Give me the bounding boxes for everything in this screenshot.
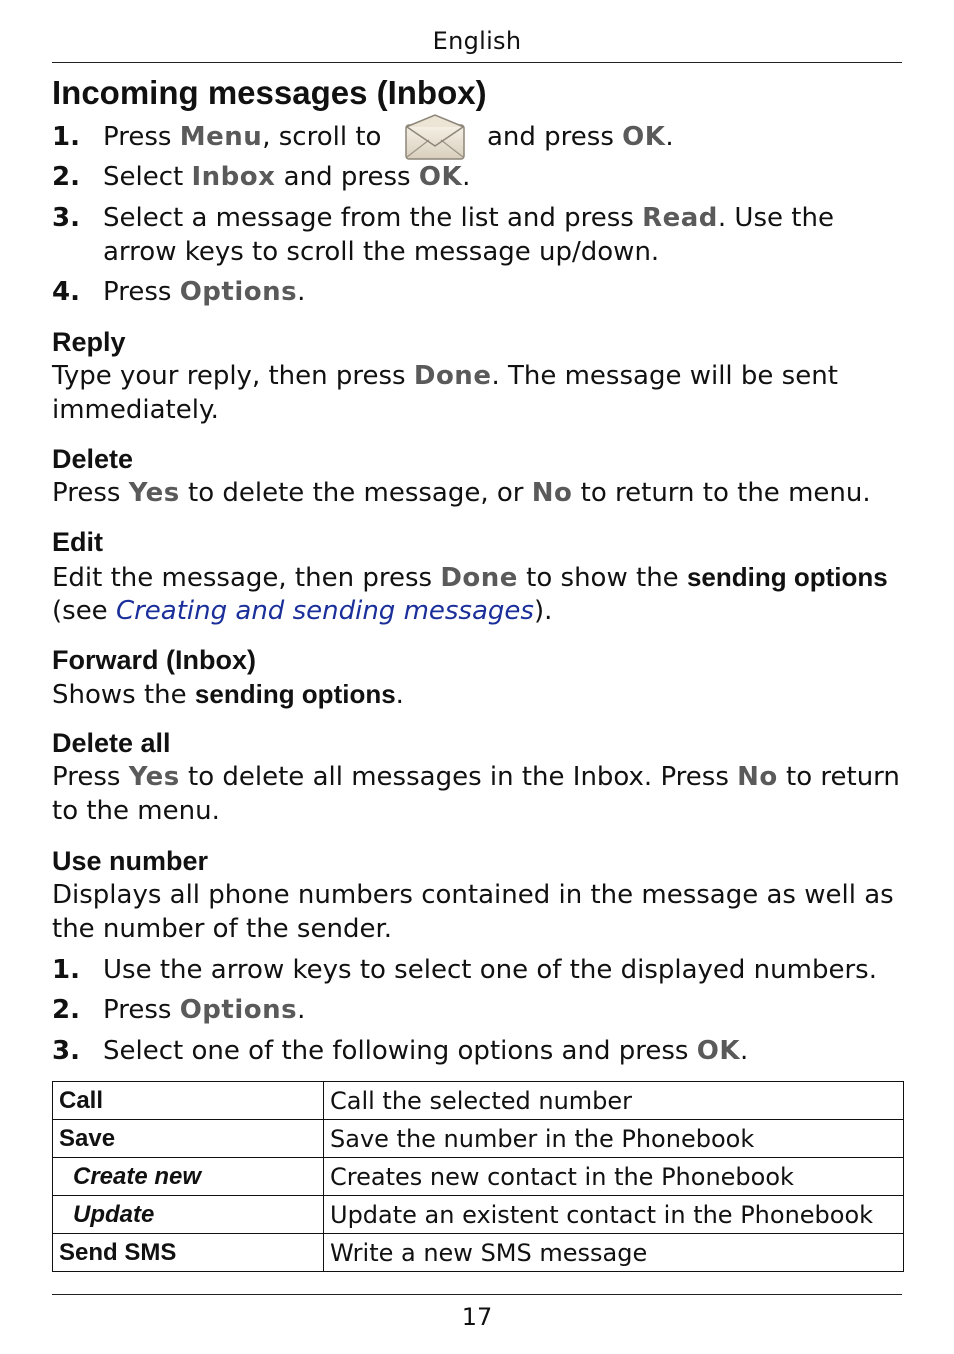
- edit-text-reference: (see Creating and sending messages).: [52, 596, 553, 626]
- section-heading-edit: Edit: [52, 527, 103, 557]
- option-description: Write a new SMS message: [324, 1234, 904, 1272]
- use-number-text: Displays all phone numbers contained in the message as well as the number of the sender.: [52, 880, 894, 944]
- step-number: 3.: [52, 1036, 80, 1066]
- sub-option-name: Create new: [53, 1158, 324, 1196]
- page-number: 17: [461, 1303, 493, 1331]
- use-number-step-2: Press Options.: [103, 995, 306, 1025]
- step-3: Select a message from the list and press Read. Use the arrow keys to scroll the message up/down.: [103, 203, 834, 267]
- step-1-continued: and press OK.: [487, 122, 674, 152]
- option-description: Call the selected number: [324, 1082, 904, 1120]
- key-yes: Yes: [128, 478, 180, 508]
- key-done: Done: [413, 361, 492, 391]
- table-row: [53, 1158, 904, 1196]
- step-number: 1.: [52, 955, 80, 985]
- step-1: Press Menu, scroll to: [103, 122, 382, 152]
- key-read: Read: [642, 203, 718, 233]
- sub-option-name: Update: [53, 1196, 324, 1234]
- table-row: [53, 1196, 904, 1234]
- key-ok: OK: [418, 162, 463, 192]
- use-number-step-1: Use the arrow keys to select one of the displayed numbers.: [103, 955, 877, 985]
- step-2: Select Inbox and press OK.: [103, 162, 471, 192]
- key-no: No: [737, 762, 778, 792]
- envelope-icon: [404, 113, 466, 161]
- header-rule: [52, 62, 902, 63]
- forward-text: Shows the sending options.: [52, 679, 404, 710]
- key-no: No: [531, 478, 573, 508]
- table-row: [53, 1082, 904, 1120]
- footer-rule: [52, 1294, 902, 1295]
- use-number-step-3: Select one of the following options and press OK.: [103, 1036, 749, 1066]
- section-heading-use-number: Use number: [52, 846, 209, 876]
- key-ok: OK: [696, 1036, 740, 1066]
- section-heading-delete-all: Delete all: [52, 728, 171, 758]
- option-description: Creates new contact in the Phonebook: [324, 1158, 904, 1196]
- option-name: Call: [53, 1082, 324, 1120]
- key-done: Done: [440, 563, 518, 593]
- key-menu: Menu: [179, 122, 263, 152]
- key-ok: OK: [622, 122, 666, 152]
- section-heading-forward: Forward (Inbox): [52, 645, 256, 675]
- step-number: 2.: [52, 995, 80, 1025]
- step-number: 1.: [52, 122, 80, 152]
- option-description: Save the number in the Phonebook: [324, 1120, 904, 1158]
- key-inbox: Inbox: [191, 162, 276, 192]
- header-language: English: [432, 27, 522, 55]
- creating-messages-link[interactable]: Creating and sending messages: [115, 596, 534, 626]
- key-options: Options: [179, 995, 298, 1025]
- key-yes: Yes: [128, 762, 180, 792]
- key-options: Options: [179, 277, 298, 307]
- step-number: 4.: [52, 277, 80, 307]
- step-number: 2.: [52, 162, 80, 192]
- delete-text: Press Yes to delete the message, or No to return to the menu.: [52, 478, 871, 508]
- option-description: Update an existent contact in the Phonebook: [324, 1196, 904, 1234]
- sending-options-term: sending options: [194, 679, 396, 709]
- table-row: [53, 1234, 904, 1272]
- option-name: Send SMS: [53, 1234, 324, 1272]
- step-number: 3.: [52, 203, 80, 233]
- options-table: [52, 1081, 904, 1272]
- table-row: [53, 1120, 904, 1158]
- section-heading-delete: Delete: [52, 444, 134, 474]
- delete-all-text: Press Yes to delete all messages in the Inbox. Press No to return to the menu.: [52, 762, 900, 826]
- option-name: Save: [53, 1120, 324, 1158]
- sending-options-term: sending options: [686, 562, 888, 592]
- page-title: Incoming messages (Inbox): [52, 74, 487, 111]
- step-4: Press Options.: [103, 277, 306, 307]
- edit-text: Edit the message, then press Done to show the sending options: [52, 562, 888, 593]
- section-heading-reply: Reply: [52, 327, 126, 357]
- reply-text: Type your reply, then press Done. The message will be sent immediately.: [52, 361, 838, 425]
